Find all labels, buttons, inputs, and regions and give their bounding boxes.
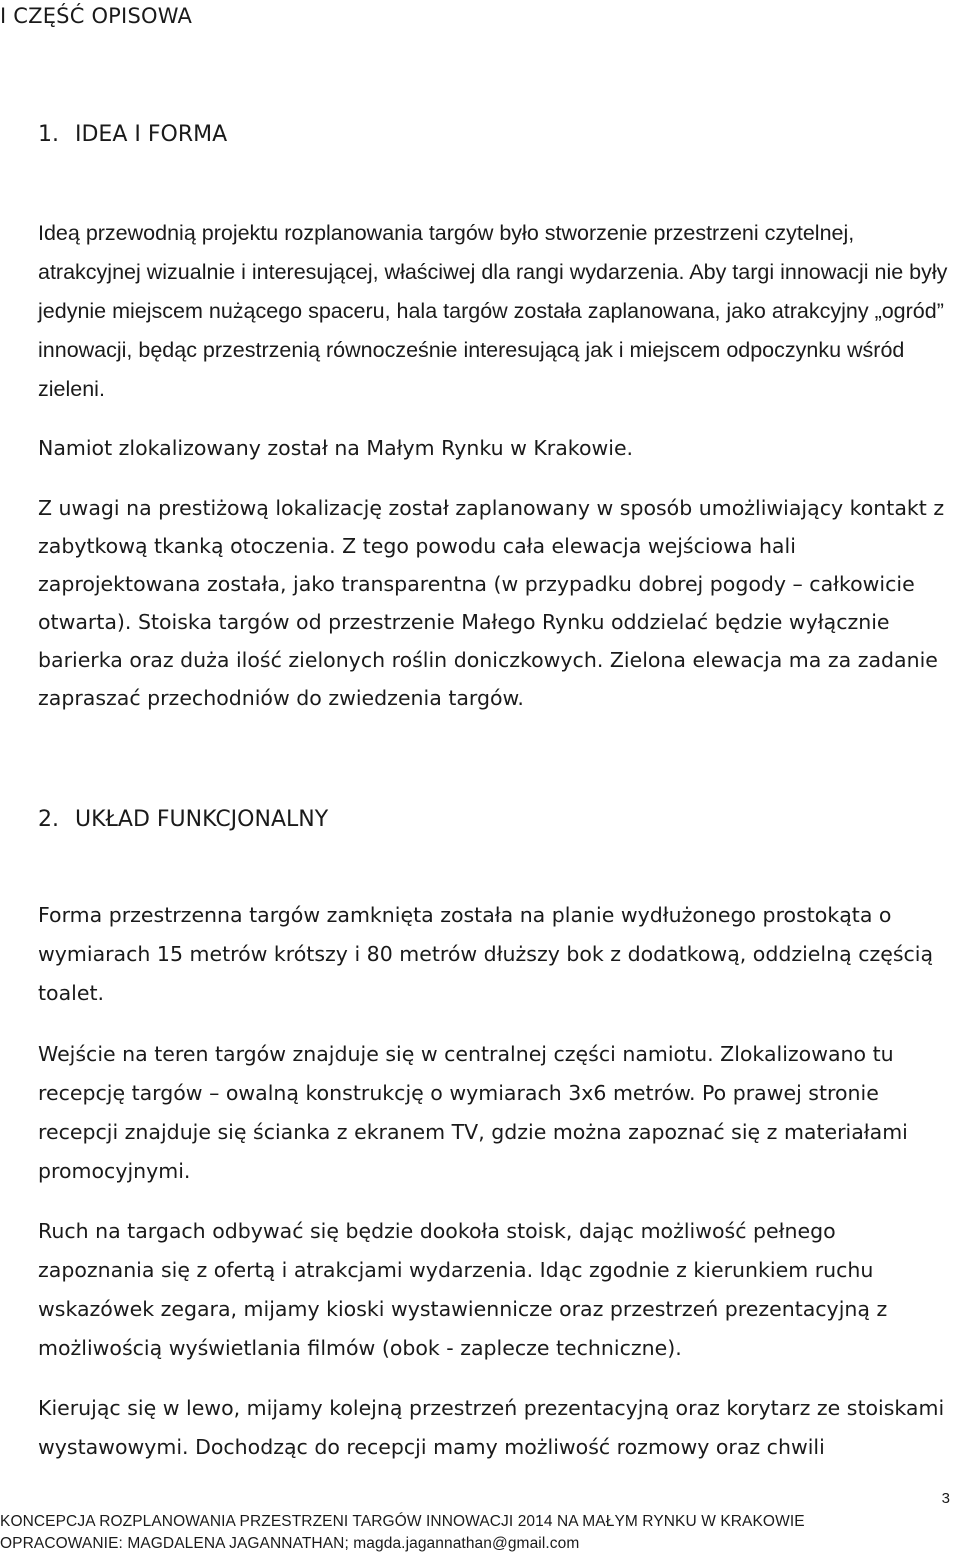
section-number: 1.: [38, 122, 59, 147]
section-number: 2.: [38, 807, 59, 832]
section-title: UKŁAD FUNKCJONALNY: [75, 807, 329, 832]
paragraph: Kierując się w lewo, mijamy kolejną przestrzeń prezentacyjną oraz korytarz ze stoiskami wystawowymi. Dochodząc do recepcji mamy możliwość rozmowy oraz chwili: [38, 1396, 945, 1459]
page-number: 3: [941, 1490, 950, 1507]
footer-author: OPRACOWANIE: MAGDALENA JAGANNATHAN; magda.jagannathan@gmail.com: [0, 1535, 580, 1552]
paragraph: Ruch na targach odbywać się będzie dookoła stoisk, dając możliwość pełnego zapoznania się z ofertą i atrakcjami wydarzenia. Idąc zgodnie z kierunkiem ruchu wskazówek zegara, mijamy kioski wystawiennicze oraz przestrzeń prezentacyjną z możliwością wyświetlania filmów (obok - zaplecze techniczne).: [38, 1219, 888, 1360]
paragraph: Namiot zlokalizowany został na Małym Rynku w Krakowie.: [38, 436, 634, 460]
section-heading-idea-i-forma: [38, 122, 227, 147]
paragraph: Forma przestrzenna targów zamknięta została na planie wydłużonego prostokąta o wymiarach 15 metrów krótszy i 80 metrów dłuższy bok z dodatkową, oddzielną częścią toalet.: [38, 903, 934, 1005]
footer-title: KONCEPCJA ROZPLANOWANIA PRZESTRZENI TARGÓW INNOWACJI 2014 NA MAŁYM RYNKU W KRAKOWIE: [0, 1513, 805, 1530]
paragraph: Ideą przewodnią projektu rozplanowania targów było stworzenie przestrzeni czytelnej, atrakcyjnej wizualnie i interesującej, właściwej dla rangi wydarzenia. Aby targi innowacji nie były jedynie miejscem nużącego spaceru, hala targów została zaplanowana, jako atrakcyjny „ogród” innowacji, będąc przestrzenią równocześnie interesującą jak i miejscem odpoczynku wśród zieleni.: [38, 221, 948, 401]
section-title: IDEA I FORMA: [75, 122, 228, 147]
paragraph: Wejście na teren targów znajduje się w centralnej części namiotu. Zlokalizowano tu recepcję targów – owalną konstrukcję o wymiarach 3x6 metrów. Po prawej stronie recepcji znajduje się ścianka z ekranem TV, gdzie można zapoznać się z materiałami promocyjnymi.: [38, 1042, 908, 1183]
paragraph: Z uwagi na prestiżową lokalizację został zaplanowany w sposób umożliwiający kontakt z zabytkową tkanką otoczenia. Z tego powodu cała elewacja wejściowa hali zaprojektowana została, jako transparentna (w przypadku dobrej pogody – całkowicie otwarta). Stoiska targów od przestrzenie Małego Rynku oddzielać będzie wyłącznie barierka oraz duża ilość zielonych roślin doniczkowych. Zielona elewacja ma za zadanie zapraszać przechodniów do zwiedzenia targów.: [38, 496, 945, 710]
part-title: I CZĘŚĆ OPISOWA: [0, 4, 193, 28]
section-heading-uklad-funkcjonalny: [38, 807, 328, 832]
